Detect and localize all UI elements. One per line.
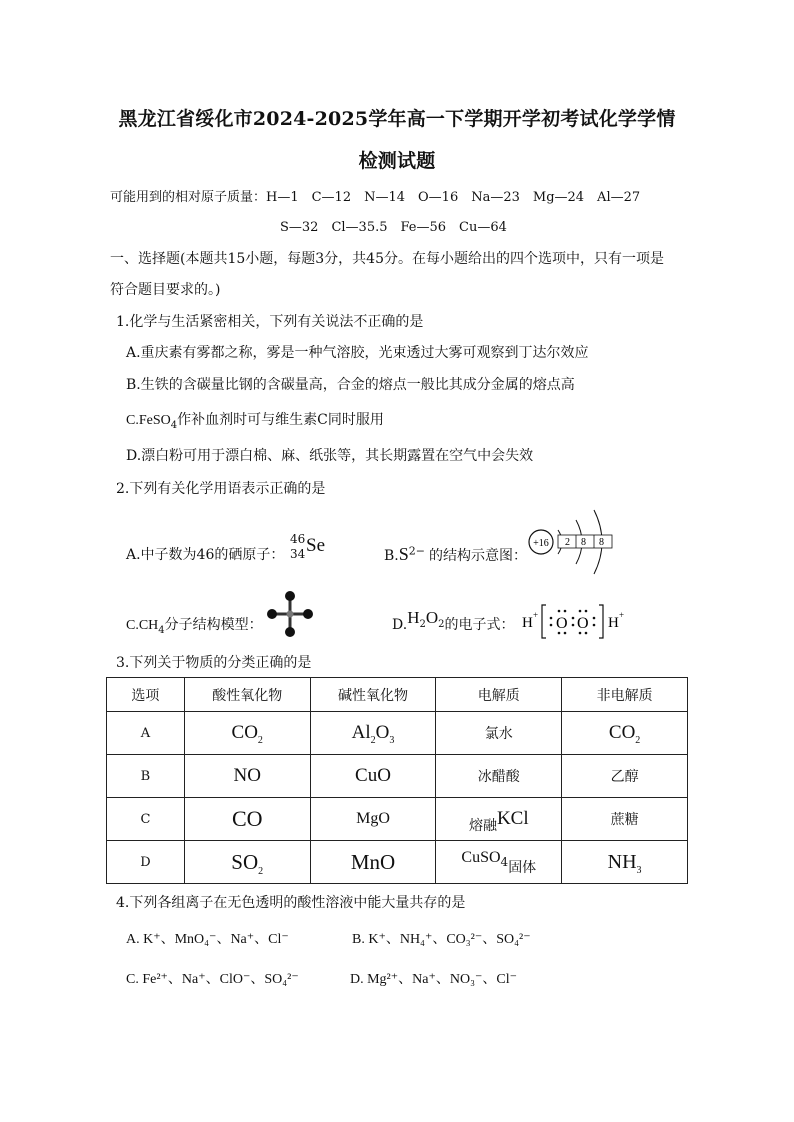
row-d-option: D [107,841,185,884]
shell-electrons-2: 8 [581,537,586,548]
q4-option-a: A. K⁺、MnO₄⁻、Na⁺、Cl⁻ [126,932,289,947]
ef-h-left-charge: + [533,610,539,620]
row-d-electrolyte: CuSO$_4$固体 [436,841,562,884]
q2-option-b-label: B. [384,548,399,564]
q2-option-d-text: 的电子式： [444,617,515,633]
q2-option-d-sub1: 2 [419,618,426,630]
atomic-mass-line2: S—32 Cl—35.5 Fe—56 Cu—64 [280,220,507,235]
q2-option-c [126,614,263,634]
header-option: 选项 [107,678,185,712]
header-electrolyte: 电解质 [436,678,562,712]
q2-option-b-ion: S [398,544,409,564]
section-instructions-line1: 一、选择题(本题共15小题，每题3分，共45分。在每小题给出的四个选项中，只有一项是 [110,251,664,267]
row-c-electrolyte: 熔融KCl [436,798,562,841]
ef-h-right-charge: + [619,610,625,620]
q2-option-b [384,544,527,565]
section-instructions-line2: 符合题目要求的。) [110,282,221,298]
methane-ball-stick-model [264,588,316,640]
q2-option-c-formula: C.CH [126,618,159,633]
q2-option-a-text: A.中子数为46的硒原子： [126,547,285,563]
q1-option-a: A.重庆素有雾都之称，雾是一种气溶胶，光束透过大雾可观察到丁达尔效应 [126,345,589,361]
row-d-acidic-oxide: $SO_2$ [184,841,310,884]
atomic-mass-line1: 可能用到的相对原子质量：H—1 C—12 N—14 O—16 Na—23 Mg—24 Al—27 [110,190,641,205]
shell-electrons-3: 8 [599,537,604,548]
row-b-option: B [107,755,185,798]
row-d-nonelectrolyte: $NH_3$ [562,841,688,884]
shell-electrons-1: 2 [565,537,570,548]
q2-option-d [392,608,515,634]
row-c-option: C [107,798,185,841]
q2-stem: 2.下列有关化学用语表示正确的是 [116,481,326,497]
header-basic-oxide: 碱性氧化物 [310,678,436,712]
row-a-nonelectrolyte: $CO_2$ [562,712,688,755]
h2o2-electron-formula [522,600,632,642]
q1-option-c-text: 作补血剂时可与维生素C同时服用 [177,412,384,428]
classification-table [106,677,688,884]
nucleus-charge: +16 [533,538,549,549]
row-a-acidic-oxide: $CO_2$ [184,712,310,755]
row-a-basic-oxide: $Al_2O_3$ [310,712,436,755]
ef-h-right: H [608,615,619,631]
q2-option-c-sub: 4 [158,624,165,636]
row-c-basic-oxide: MgO [310,798,436,841]
nuclide-symbol: Se [306,535,325,556]
q2-option-d-h: H [407,608,420,627]
row-b-basic-oxide: CuO [310,755,436,798]
q2-option-a [126,544,284,564]
nuclide-atomic-number: 34 [290,547,306,561]
q4-option-d: D. Mg²⁺、Na⁺、NO₃⁻、Cl⁻ [350,972,517,987]
q1-option-c-formula: C.FeSO [126,413,171,428]
q2-option-d-label: D. [392,617,408,633]
row-b-acidic-oxide: NO [184,755,310,798]
q1-option-c-sub: 4 [170,419,178,431]
q4-stem: 4.下列各组离子在无色透明的酸性溶液中能大量共存的是 [116,895,466,911]
nuclide-mass-number: 46 [290,532,306,546]
table-row [107,712,688,755]
row-b-electrolyte: 冰醋酸 [436,755,562,798]
q2-option-b-text: 的结构示意图： [428,548,527,564]
table-header-row [107,678,688,712]
ef-h-left: H [522,615,533,631]
q3-stem: 3.下列关于物质的分类正确的是 [116,655,312,671]
exam-title-line2: 检测试题 [358,150,436,172]
table-row [107,798,688,841]
q2-option-c-text: 分子结构模型： [164,617,263,633]
ef-o-right: O [577,615,589,632]
exam-title-line1: 黑龙江省绥化市2024-2025学年高一下学期开学初考试化学学情 [118,108,676,130]
table-row [107,841,688,884]
row-c-acidic-oxide: CO [184,798,310,841]
q2-option-b-charge: 2− [408,544,425,558]
q2-option-d-sub2: 2 [438,618,445,630]
table-row [107,755,688,798]
q2-option-a-nuclide [290,532,340,562]
row-b-nonelectrolyte: 乙醇 [562,755,688,798]
q4-option-c: C. Fe²⁺、Na⁺、ClO⁻、SO₄²⁻ [126,972,299,987]
row-a-electrolyte: 氯水 [436,712,562,755]
q2-option-d-o: O [425,608,439,627]
q1-stem: 1.化学与生活紧密相关，下列有关说法不正确的是 [116,314,424,330]
header-acidic-oxide: 酸性氧化物 [184,678,310,712]
q4-option-b: B. K⁺、NH₄⁺、CO₃²⁻、SO₄²⁻ [352,932,531,947]
q1-option-b: B.生铁的含碳量比钢的含碳量高，合金的熔点一般比其成分金属的熔点高 [126,377,575,393]
ef-o-left: O [556,615,568,632]
row-a-option: A [107,712,185,755]
q1-option-c [126,409,384,429]
header-nonelectrolyte: 非电解质 [562,678,688,712]
row-c-nonelectrolyte: 蔗糖 [562,798,688,841]
sulfide-ion-structure-diagram [526,508,618,576]
row-d-basic-oxide: MnO [310,841,436,884]
q1-option-d: D.漂白粉可用于漂白棉、麻、纸张等，其长期露置在空气中会失效 [126,448,534,464]
